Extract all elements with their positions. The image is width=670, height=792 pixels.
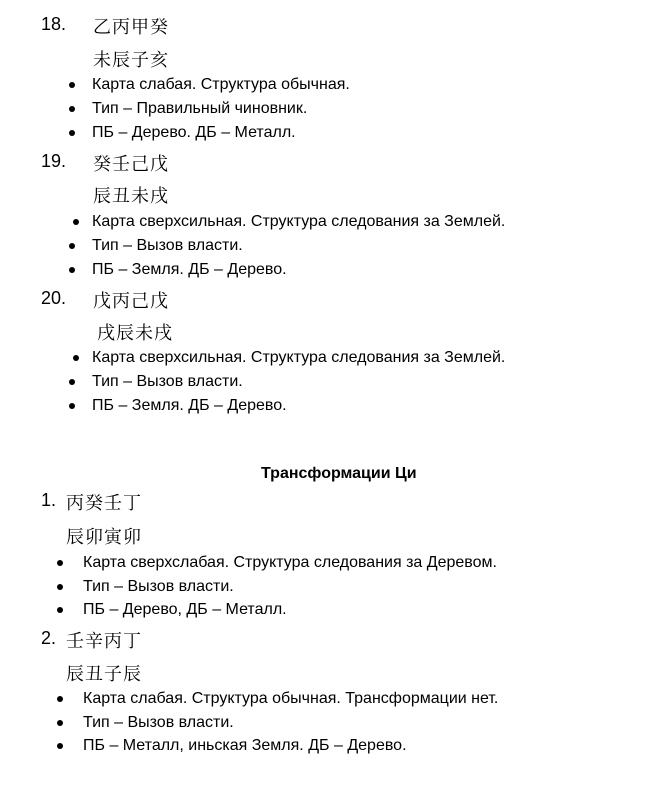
earthly-branches: 戌辰未戌	[97, 323, 173, 344]
earthly-branches: 辰丑子辰	[66, 664, 142, 685]
list-item: ПБ – Земля. ДБ – Дерево.	[92, 397, 287, 414]
bullet-icon	[57, 607, 63, 613]
list-item: Карта слабая. Структура обычная. Трансформации нет.	[83, 690, 499, 707]
bullet-icon	[69, 106, 75, 112]
list-item: Карта сверхсильная. Структура следования за Землей.	[92, 349, 506, 366]
section-heading: Трансформации Ци	[261, 465, 417, 482]
list-item: Карта сверхсильная. Структура следования за Землей.	[92, 213, 506, 230]
earthly-branches: 辰丑未戌	[93, 186, 169, 207]
bullet-icon	[69, 243, 75, 249]
list-item: Тип – Вызов власти.	[92, 373, 243, 390]
section-number: 2.	[41, 628, 57, 648]
heavenly-stems: 壬辛丙丁	[66, 631, 142, 652]
heavenly-stems: 乙丙甲癸	[93, 17, 169, 38]
list-item: ПБ – Земля. ДБ – Дерево.	[92, 261, 287, 278]
list-item: Тип – Вызов власти.	[83, 714, 234, 731]
section-number: 19.	[41, 151, 67, 171]
bullet-icon	[73, 219, 79, 225]
list-item: ПБ – Металл, иньская Земля. ДБ – Дерево.	[83, 737, 407, 754]
heavenly-stems: 戊丙己戊	[93, 291, 169, 312]
heavenly-stems: 丙癸壬丁	[66, 493, 142, 514]
bullet-icon	[69, 267, 75, 273]
bullet-icon	[73, 355, 79, 361]
list-item: Карта слабая. Структура обычная.	[92, 76, 350, 93]
section-number: 18.	[41, 14, 67, 34]
section-number: 1.	[41, 490, 57, 510]
bullet-icon	[69, 130, 75, 136]
list-item: Тип – Вызов власти.	[83, 578, 234, 595]
list-item: Карта сверхслабая. Структура следования за Деревом.	[83, 554, 497, 571]
bullet-icon	[57, 696, 63, 702]
earthly-branches: 辰卯寅卯	[66, 527, 142, 548]
heavenly-stems: 癸壬己戊	[93, 154, 169, 175]
bullet-icon	[69, 403, 75, 409]
bullet-icon	[57, 743, 63, 749]
bullet-icon	[69, 379, 75, 385]
bullet-icon	[57, 720, 63, 726]
bullet-icon	[57, 560, 63, 566]
earthly-branches: 未辰子亥	[93, 50, 169, 71]
bullet-icon	[69, 82, 75, 88]
list-item: ПБ – Дерево, ДБ – Металл.	[83, 601, 287, 618]
section-number: 20.	[41, 288, 67, 308]
list-item: Тип – Вызов власти.	[92, 237, 243, 254]
list-item: ПБ – Дерево. ДБ – Металл.	[92, 124, 296, 141]
bullet-icon	[57, 584, 63, 590]
list-item: Тип – Правильный чиновник.	[92, 100, 308, 117]
